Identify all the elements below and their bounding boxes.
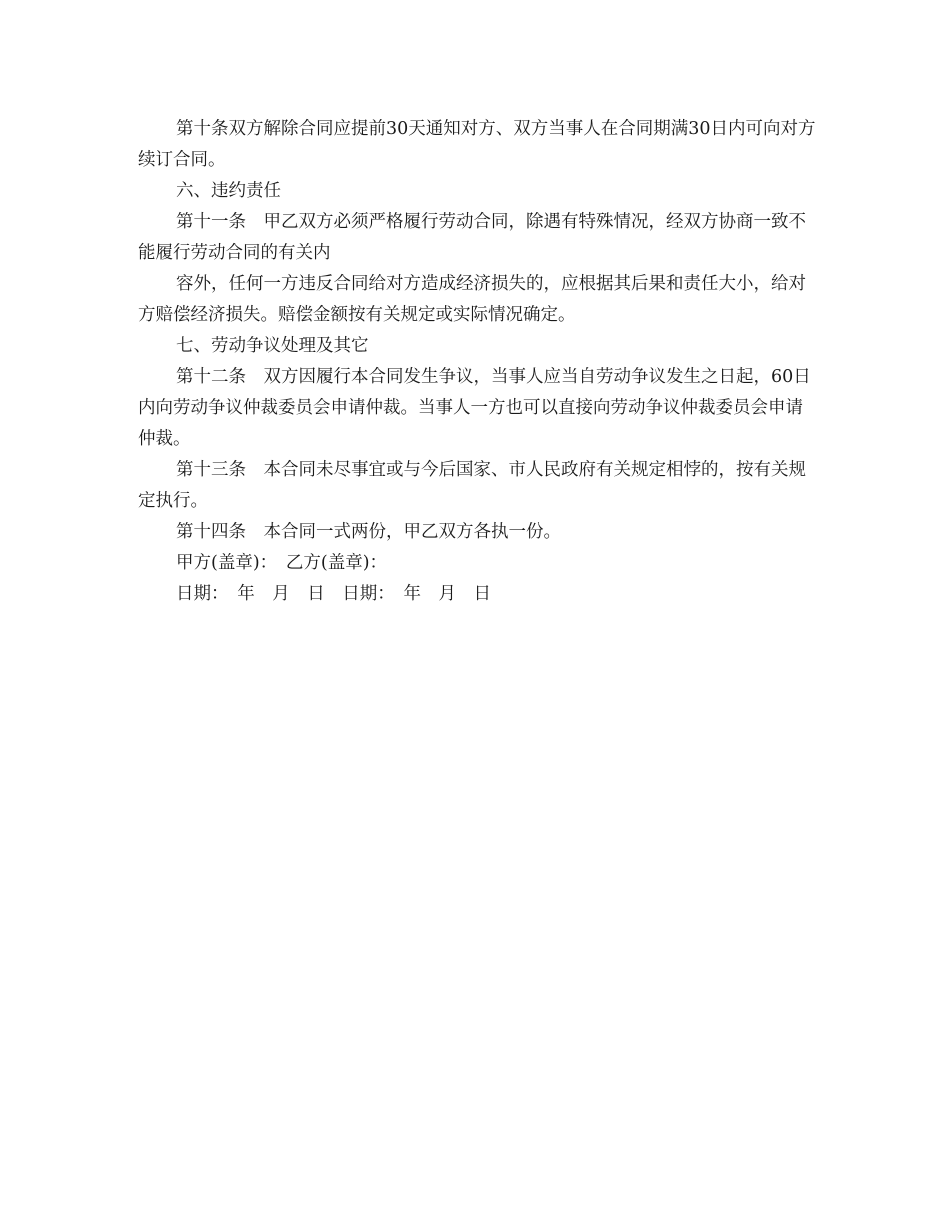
clause-12-paragraph: 第十二条 双方因履行本合同发生争议，当事人应当自劳动争议发生之日起，60日内向劳动争议仲裁委员会申请仲裁。当事人一方也可以直接向劳动争议仲裁委员会申请仲裁。 [138, 367, 811, 449]
clause-14-paragraph: 第十四条 本合同一式两份，甲乙双方各执一份。 [176, 522, 561, 542]
clause-13-paragraph: 第十三条 本合同未尽事宜或与今后国家、市人民政府有关规定相悖的，按有关规定执行。 [138, 460, 806, 511]
section-7-heading: 七、劳动争议处理及其它 [176, 336, 369, 356]
clause-10-paragraph: 第十条双方解除合同应提前30天通知对方、双方当事人在合同期满30日内可向对方续订合同。 [138, 119, 816, 170]
document-body [138, 114, 818, 610]
signature-line: 甲方(盖章)： 乙方(盖章)： [176, 553, 388, 573]
clause-11-paragraph: 第十一条 甲乙双方必须严格履行劳动合同，除遇有特殊情况，经双方协商一致不能履行劳动合同的有关内 [138, 212, 806, 263]
section-6-heading: 六、违约责任 [176, 181, 281, 201]
clause-11-continuation: 容外，任何一方违反合同给对方造成经济损失的，应根据其后果和责任大小，给对方赔偿经济损失。赔偿金额按有关规定或实际情况确定。 [138, 274, 806, 325]
date-line: 日期： 年 月 日 日期： 年 月 日 [176, 584, 491, 604]
